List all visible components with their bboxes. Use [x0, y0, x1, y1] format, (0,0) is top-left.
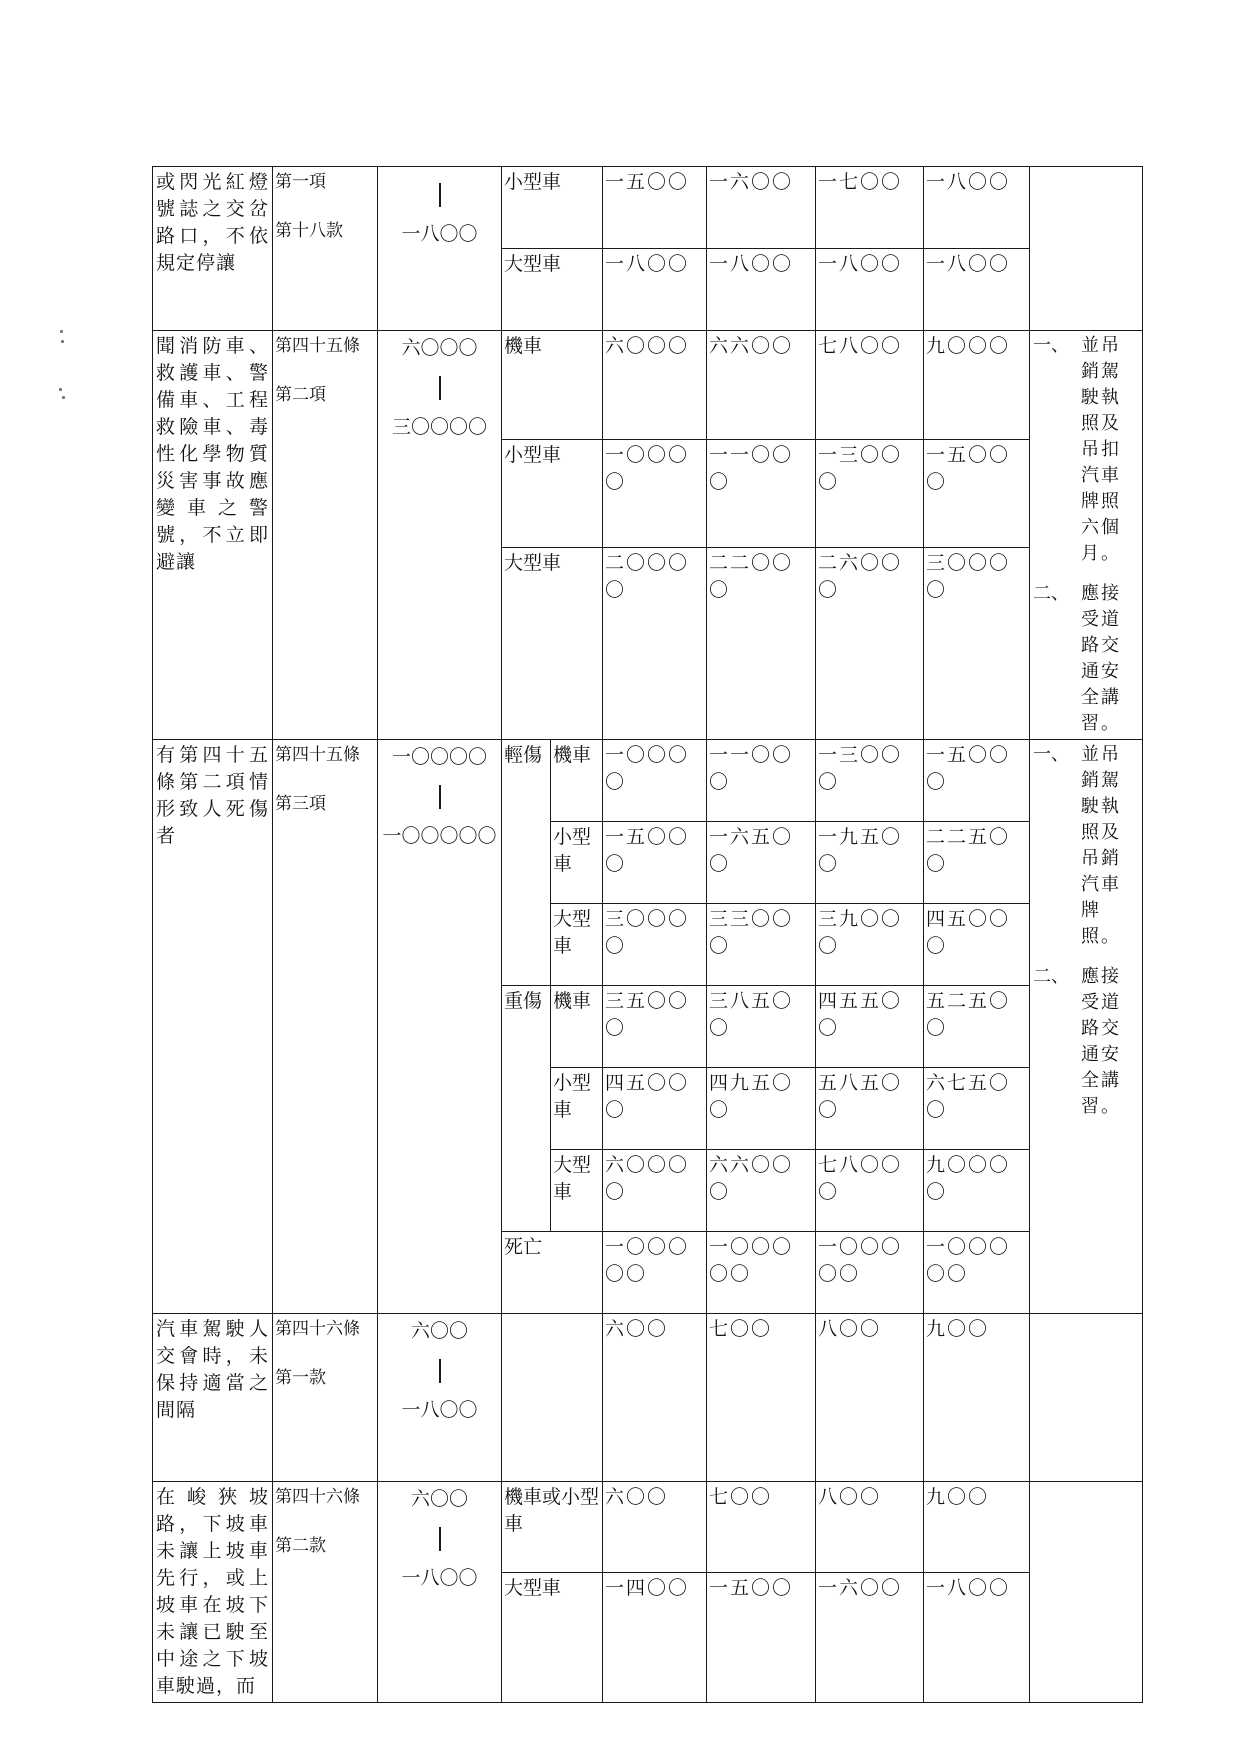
violation-cell: 有第四十五條第二項情形致人死傷者: [153, 740, 273, 1314]
range-dash: [439, 183, 441, 207]
violation-cell: 聞消防車、救護車、警備車、工程救險車、毒性化學物質災害事故應變車之警號，不立即避讓: [153, 331, 273, 740]
violation-cell: 在峻狹坡路，下坡車未讓上坡車先行，或上坡車在坡下未讓已駛至中途之下坡車駛過，而: [153, 1482, 273, 1703]
injury-group: 輕傷: [502, 740, 551, 986]
note-item: [1033, 581, 1139, 737]
note-number: 一、: [1033, 335, 1070, 356]
fine-amount: 七八〇〇〇: [816, 1150, 924, 1232]
fine-amount: 四五〇〇〇: [603, 1068, 707, 1150]
range-dash: [439, 1359, 441, 1383]
vehicle-type-text: 大型車: [553, 908, 592, 957]
vehicle-type: 大型車: [502, 249, 603, 331]
article-cell: [273, 1314, 378, 1482]
fine-amount: 一八〇〇: [924, 167, 1030, 249]
vehicle-type: [551, 1150, 603, 1232]
note-item: [1033, 964, 1139, 1120]
vehicle-type-text: 小型車: [553, 826, 592, 875]
fine-amount: 九〇〇: [924, 1482, 1030, 1573]
fine-amount: 一〇〇〇〇: [603, 439, 707, 548]
vehicle-type: [551, 822, 603, 904]
fine-amount: 一五〇〇〇: [924, 740, 1030, 822]
fine-amount: 一〇〇〇〇〇: [816, 1232, 924, 1314]
article-line: 第四十六條: [275, 1319, 360, 1339]
fine-amount: 一九五〇〇: [816, 822, 924, 904]
fine-amount: 一八〇〇: [816, 249, 924, 331]
vehicle-type: 大型車: [502, 1572, 603, 1702]
article-cell: [273, 167, 378, 331]
vehicle-type: 機車或小型車: [502, 1482, 603, 1573]
note-item: [1033, 333, 1139, 567]
injury-group: 死亡: [502, 1232, 603, 1314]
fine-amount: 六〇〇〇〇: [603, 1150, 707, 1232]
fine-amount: 一五〇〇: [603, 167, 707, 249]
fine-amount: 九〇〇〇〇: [924, 1150, 1030, 1232]
range-dash: [439, 785, 441, 809]
table-row: [153, 167, 1143, 249]
fine-amount: 一〇〇〇〇: [603, 740, 707, 822]
fine-range-cell: [378, 740, 502, 1314]
fine-amount: 七〇〇: [707, 1314, 816, 1482]
vehicle-type: 機車: [502, 331, 603, 440]
fine-amount: 一〇〇〇〇〇: [924, 1232, 1030, 1314]
fine-amount: 三八五〇〇: [707, 986, 816, 1068]
fine-amount: 二二〇〇〇: [707, 548, 816, 740]
vehicle-type: 大型車: [502, 548, 603, 740]
fine-amount: 三三〇〇〇: [707, 904, 816, 986]
fine-amount: 一八〇〇: [603, 249, 707, 331]
table-row: [153, 740, 1143, 822]
vehicle-type: 小型車: [502, 439, 603, 548]
note-number: 二、: [1033, 583, 1070, 604]
fine-amount: 四五五〇〇: [816, 986, 924, 1068]
vehicle-type-text: 大型車: [553, 1154, 592, 1203]
article-line: 第三項: [275, 794, 326, 814]
fine-amount: 四五〇〇〇: [924, 904, 1030, 986]
fine-amount: 六七五〇〇: [924, 1068, 1030, 1150]
fine-amount: 一五〇〇〇: [924, 439, 1030, 548]
range-dash: [439, 376, 441, 400]
fine-schedule-table: [152, 166, 1143, 1703]
fine-amount: 三〇〇〇〇: [924, 548, 1030, 740]
vehicle-type: [502, 1314, 603, 1482]
fine-amount: 一六五〇〇: [707, 822, 816, 904]
fine-range-cell: [378, 1482, 502, 1703]
violation-cell: 或閃光紅燈號誌之交岔路口，不依規定停讓: [153, 167, 273, 331]
article-line: 第十八款: [275, 221, 343, 241]
vehicle-type: 機車: [551, 986, 603, 1068]
article-cell: [273, 1482, 378, 1703]
fine-amount: 八〇〇: [816, 1314, 924, 1482]
fine-amount: 一八〇〇: [707, 249, 816, 331]
fine-amount: 一七〇〇: [816, 167, 924, 249]
fine-range-cell: [378, 167, 502, 331]
fine-amount: 一五〇〇〇: [603, 822, 707, 904]
range-min: 六〇〇: [410, 1320, 468, 1342]
fine-amount: 一一〇〇〇: [707, 439, 816, 548]
violation-cell: 汽車駕駛人交會時，未保持適當之間隔: [153, 1314, 273, 1482]
notes-cell: [1030, 1482, 1143, 1703]
article-line: 第四十五條: [275, 745, 360, 765]
fine-amount: 一四〇〇: [603, 1572, 707, 1702]
vehicle-type: 小型車: [502, 167, 603, 249]
fine-amount: 一六〇〇: [707, 167, 816, 249]
article-line: 第二項: [275, 385, 326, 405]
article-cell: [273, 331, 378, 740]
note-text: 應接受道路交通安全講習。: [1081, 583, 1122, 734]
note-item: [1033, 742, 1139, 950]
fine-range-cell: [378, 331, 502, 740]
notes-cell: [1030, 167, 1143, 331]
notes-cell: [1030, 740, 1143, 1314]
range-max: 一八〇〇: [401, 223, 478, 245]
fine-amount: 六〇〇: [603, 1314, 707, 1482]
article-cell: [273, 740, 378, 1314]
fine-amount: 六〇〇〇: [603, 331, 707, 440]
note-text: 應接受道路交通安全講習。: [1081, 966, 1122, 1117]
fine-amount: 三〇〇〇〇: [603, 904, 707, 986]
vehicle-type: [551, 904, 603, 986]
range-max: 一〇〇〇〇〇: [382, 825, 497, 847]
table-row: [153, 331, 1143, 440]
fine-amount: 六六〇〇〇: [707, 1150, 816, 1232]
fine-amount: 七八〇〇: [816, 331, 924, 440]
vehicle-type: 機車: [551, 740, 603, 822]
table-row: [153, 1314, 1143, 1482]
range-min: 六〇〇: [410, 1488, 468, 1510]
scan-specks: [58, 330, 66, 410]
fine-amount: 九〇〇: [924, 1314, 1030, 1482]
note-number: 二、: [1033, 966, 1070, 987]
fine-amount: 二二五〇〇: [924, 822, 1030, 904]
fine-amount: 七〇〇: [707, 1482, 816, 1573]
vehicle-type: [551, 1068, 603, 1150]
fine-amount: 二六〇〇〇: [816, 548, 924, 740]
fine-amount: 六六〇〇: [707, 331, 816, 440]
article-line: 第四十六條: [275, 1487, 360, 1507]
fine-amount: 一八〇〇: [924, 1572, 1030, 1702]
fine-amount: 一三〇〇〇: [816, 740, 924, 822]
fine-range-cell: [378, 1314, 502, 1482]
vehicle-type-text: 小型車: [553, 1072, 592, 1121]
article-line: 第一款: [275, 1368, 326, 1388]
notes-cell: [1030, 331, 1143, 740]
fine-amount: 一三〇〇〇: [816, 439, 924, 548]
range-dash: [439, 1527, 441, 1551]
fine-amount: 一五〇〇: [707, 1572, 816, 1702]
range-max: 一八〇〇: [401, 1399, 478, 1421]
note-text: 並吊銷駕駛執照及吊銷汽車牌照。: [1081, 744, 1122, 947]
fine-amount: 三五〇〇〇: [603, 986, 707, 1068]
range-max: 三〇〇〇〇: [391, 416, 487, 438]
fine-amount: 一八〇〇: [924, 249, 1030, 331]
note-number: 一、: [1033, 744, 1070, 765]
fine-amount: 二〇〇〇〇: [603, 548, 707, 740]
fine-amount: 一〇〇〇〇〇: [707, 1232, 816, 1314]
fine-amount: 四九五〇〇: [707, 1068, 816, 1150]
fine-amount: 五八五〇〇: [816, 1068, 924, 1150]
injury-group: 重傷: [502, 986, 551, 1232]
article-line: 第四十五條: [275, 336, 360, 356]
range-min: 六〇〇〇: [401, 337, 478, 359]
notes-cell: [1030, 1314, 1143, 1482]
fine-amount: 五二五〇〇: [924, 986, 1030, 1068]
fine-amount: 一〇〇〇〇〇: [603, 1232, 707, 1314]
fine-amount: 六〇〇: [603, 1482, 707, 1573]
fine-amount: 一六〇〇: [816, 1572, 924, 1702]
article-line: 第一項: [275, 172, 326, 192]
fine-amount: 八〇〇: [816, 1482, 924, 1573]
fine-amount: 一一〇〇〇: [707, 740, 816, 822]
note-text: 並吊銷駕駛執照及吊扣汽車牌照六個月。: [1081, 335, 1122, 564]
fine-amount: 九〇〇〇: [924, 331, 1030, 440]
table-row: [153, 1482, 1143, 1573]
article-line: 第二款: [275, 1536, 326, 1556]
range-max: 一八〇〇: [401, 1567, 478, 1589]
range-min: 一〇〇〇〇: [391, 746, 487, 768]
fine-amount: 三九〇〇〇: [816, 904, 924, 986]
